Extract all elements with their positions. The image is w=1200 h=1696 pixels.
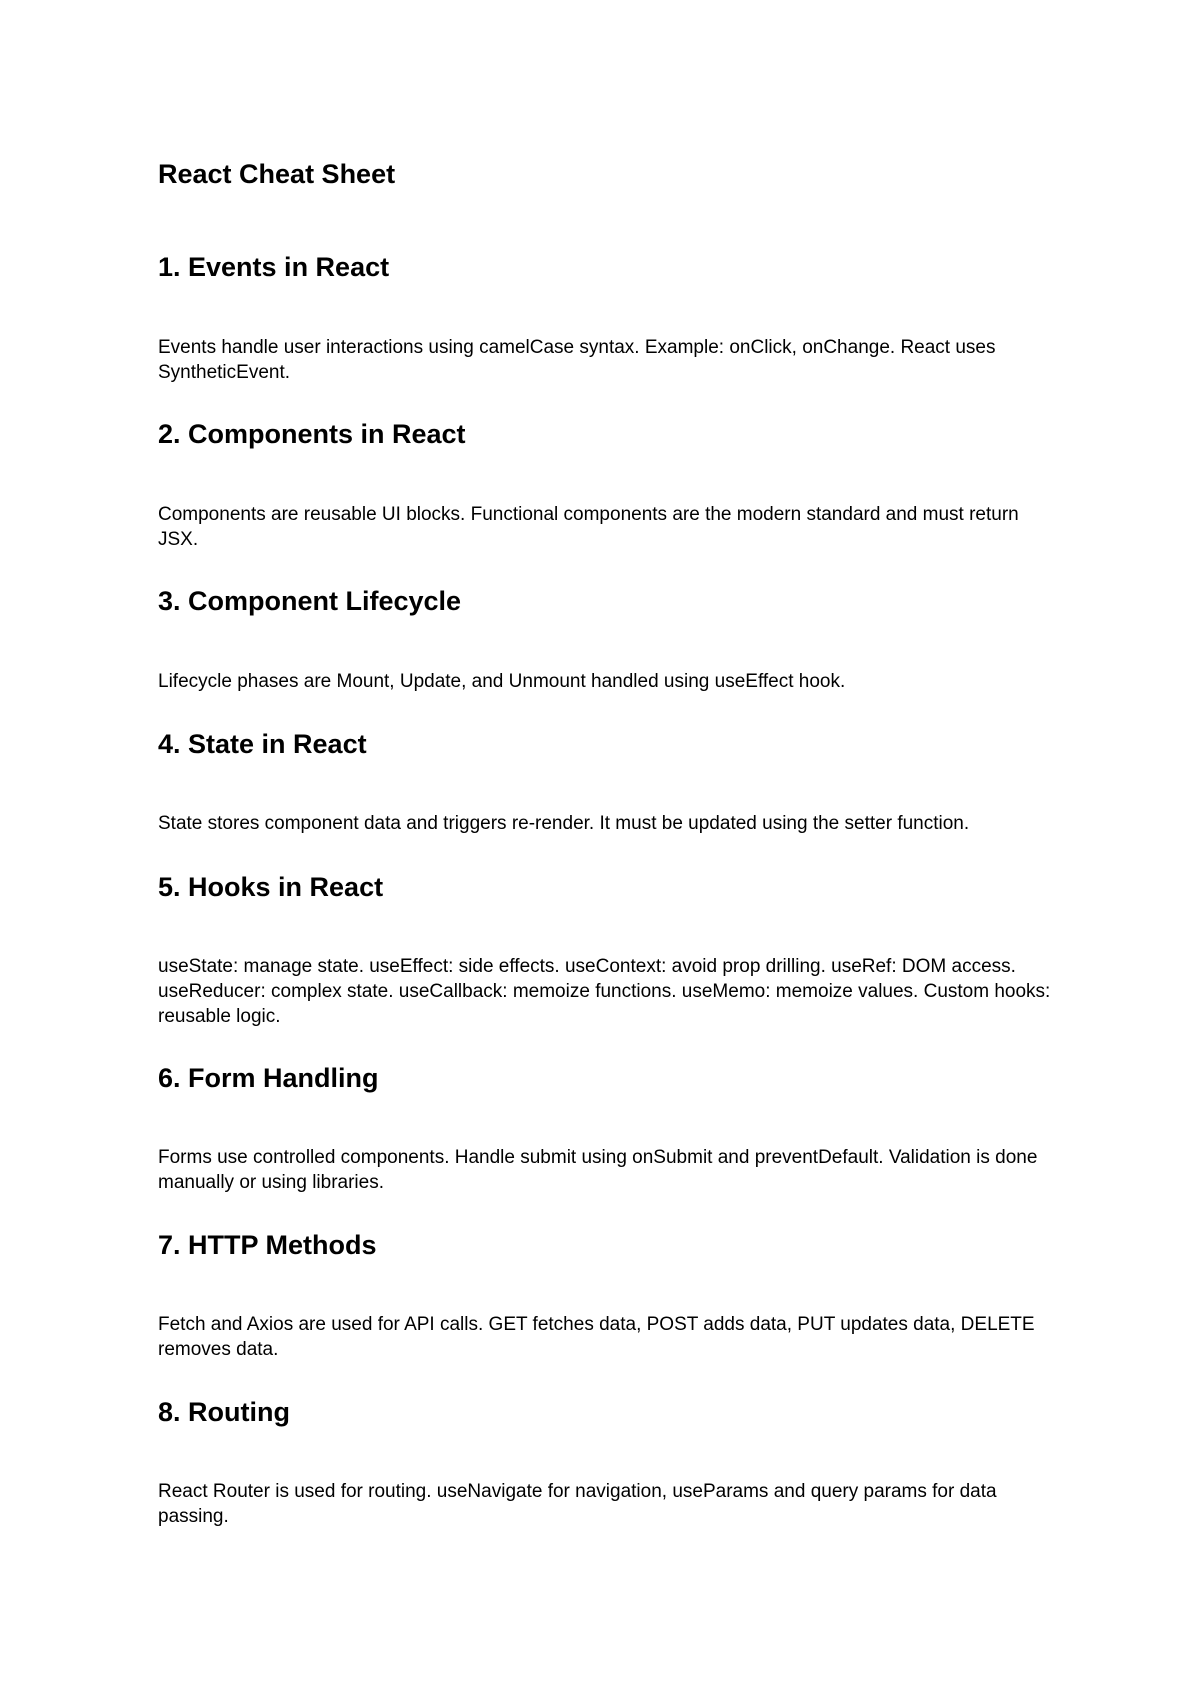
section-body-hooks: useState: manage state. useEffect: side effects. useContext: avoid prop drilling. useRef: DOM access. useReducer: complex state. useCallback: memoize functions. useMemo: memoize values. Custom hooks: reusable logic.: [158, 956, 1051, 1027]
section-body-components: Components are reusable UI blocks. Functional components are the modern standard and must return JSX.: [158, 504, 1019, 550]
section-heading-events: 1. Events in React: [158, 252, 390, 282]
section-heading-http: 7. HTTP Methods: [158, 1230, 377, 1260]
section-heading-forms: 6. Form Handling: [158, 1063, 379, 1093]
section-body-forms: Forms use controlled components. Handle submit using onSubmit and preventDefault. Validation is done manually or using libraries.: [158, 1147, 1038, 1193]
section-heading-components: 2. Components in React: [158, 419, 466, 449]
section-heading-lifecycle: 3. Component Lifecycle: [158, 586, 462, 616]
section-heading-hooks: 5. Hooks in React: [158, 872, 384, 902]
section-body-events: Events handle user interactions using camelCase syntax. Example: onClick, onChange. React uses SyntheticEvent.: [158, 337, 996, 383]
section-body-http: Fetch and Axios are used for API calls. GET fetches data, POST adds data, PUT updates data, DELETE removes data.: [158, 1314, 1035, 1360]
section-heading-state: 4. State in React: [158, 729, 367, 759]
section-body-routing: React Router is used for routing. useNavigate for navigation, useParams and query params for data passing.: [158, 1481, 997, 1527]
section-body-lifecycle: Lifecycle phases are Mount, Update, and Unmount handled using useEffect hook.: [158, 671, 846, 692]
section-heading-routing: 8. Routing: [158, 1397, 290, 1427]
section-body-state: State stores component data and triggers re-render. It must be updated using the setter function.: [158, 813, 970, 834]
document-title: React Cheat Sheet: [158, 159, 396, 189]
